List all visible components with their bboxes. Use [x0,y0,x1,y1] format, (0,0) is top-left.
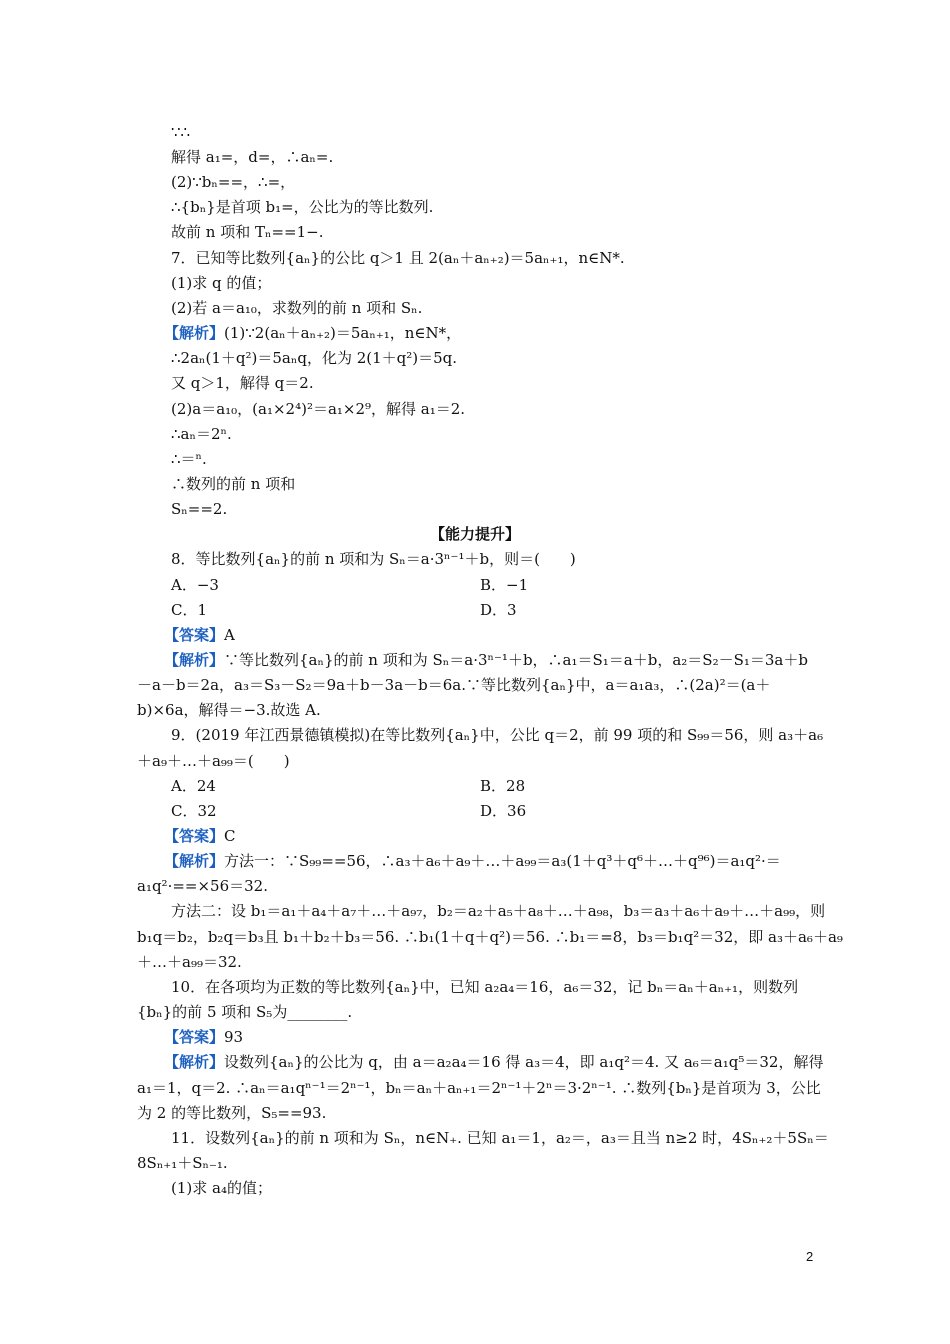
page-number: 2 [806,1249,814,1264]
option-c: C．1 [171,601,208,619]
analysis-tag: 【解析】 [164,1053,225,1071]
text-line: 解得 a₁=，d=，∴aₙ=. [171,148,334,166]
text-line: ∴2aₙ(1＋q²)＝5aₙq，化为 2(1＋q²)＝5q. [171,349,458,367]
answer-10: 【答案】93 [164,1028,244,1046]
text-line: 8Sₙ₊₁＋Sₙ₋₁. [137,1154,228,1172]
text-line: ∴{bₙ}是首项 b₁=，公比为的等比数列. [171,198,434,216]
analysis-tag: 【解析】 [164,324,225,342]
answer-9: 【答案】C [164,827,236,845]
solution-9-line: 【解析】方法一：∵S₉₉==56，∴a₃＋a₆＋a₉＋…＋a₉₉＝a₃(1＋q³＋q⁶＋…＋q⁹⁶)＝a₁q²·＝ [164,852,781,870]
option-a: A．−3 [171,576,219,594]
answer-tag: 【答案】 [164,1028,225,1046]
text-line: ＋a₉＋…＋a₉₉＝( ) [137,752,290,770]
question-9: 9．(2019 年江西景德镇模拟)在等比数列{aₙ}中，公比 q＝2，前 99 项的和 S₉₉＝56，则 a₃＋a₆ [171,726,824,744]
text-line: 为 2 的等比数列，S₅==93. [137,1104,327,1122]
analysis-tag: 【解析】 [164,852,225,870]
text-line: 又 q＞1，解得 q＝2. [171,374,314,392]
text-line: a₁＝1，q＝2. ∴aₙ＝a₁qⁿ⁻¹＝2ⁿ⁻¹，bₙ＝aₙ＋aₙ₊₁＝2ⁿ⁻¹＋2ⁿ＝3·2ⁿ⁻¹. ∴数列{bₙ}是首项为 3，公比 [137,1079,821,1097]
text-line: ＋…＋a₉₉＝32. [137,953,242,971]
text-line: ∴数列的前 n 项和 [171,475,296,493]
answer-8: 【答案】A [164,626,235,644]
option-b: B．−1 [480,576,529,594]
question-7: 7．已知等比数列{aₙ}的公比 q＞1 且 2(aₙ＋aₙ₊₂)＝5aₙ₊₁，n∈N*. [171,249,625,267]
question-11: 11．设数列{aₙ}的前 n 项和为 Sₙ，n∈N₊. 已知 a₁＝1，a₂＝，a₃＝且当 n≥2 时，4Sₙ₊₂＋5Sₙ＝ [171,1129,829,1147]
option-d: D．3 [480,601,517,619]
text-line: (2)a＝a₁₀，(a₁×2⁴)²＝a₁×2⁹，解得 a₁＝2. [171,400,466,418]
answer-tag: 【答案】 [164,626,225,644]
question-7-part-1: (1)求 q 的值； [171,274,272,292]
text-line: {bₙ}的前 5 项和 S₅为________. [137,1003,353,1021]
question-8: 8．等比数列{aₙ}的前 n 项和为 Sₙ＝a·3ⁿ⁻¹＋b，则＝( ) [171,550,576,568]
analysis-tag: 【解析】 [164,651,225,669]
question-11-part-1: (1)求 a₄的值； [171,1179,272,1197]
text-line: b)×6a，解得＝−3.故选 A. [137,701,321,719]
text-line: a₁q²·==×56＝32. [137,877,268,895]
question-7-part-2: (2)若 a＝a₁₀，求数列的前 n 项和 Sₙ. [171,299,423,317]
section-heading: 【能力提升】 [429,525,520,543]
option-a: A．24 [171,777,216,795]
text-line: ∴＝ⁿ. [171,450,207,468]
answer-tag: 【答案】 [164,827,225,845]
option-c: C．32 [171,802,217,820]
text-line: －a－b＝2a，a₃＝S₃－S₂＝9a＋b－3a－b＝6a.∵等比数列{aₙ}中，a＝a₁a₃，∴(2a)²＝(a＋ [137,676,771,694]
solution-7-line: 【解析】(1)∵2(aₙ＋aₙ₊₂)＝5aₙ₊₁，n∈N*， [164,324,462,342]
text-line: 故前 n 项和 Tₙ==1−. [171,223,324,241]
solution-10-line: 【解析】设数列{aₙ}的公比为 q，由 a＝a₂a₄＝16 得 a₃＝4，即 a₁q²＝4. 又 a₆＝a₁q⁵＝32，解得 [164,1053,824,1071]
option-d: D．36 [480,802,527,820]
text-line: (2)∵bₙ==，∴=， [171,173,296,191]
text-line: 方法二：设 b₁＝a₁＋a₄＋a₇＋…＋a₉₇，b₂＝a₂＋a₅＋a₈＋…＋a₉₈，b₃＝a₃＋a₆＋a₉＋…＋a₉₉，则 [171,902,826,920]
option-b: B．28 [480,777,526,795]
text-line: Sₙ==2. [171,500,228,518]
text-line: ∵∴ [171,123,191,141]
text-line: ∴aₙ＝2ⁿ. [171,425,232,443]
solution-8-line: 【解析】∵等比数列{aₙ}的前 n 项和为 Sₙ＝a·3ⁿ⁻¹＋b，∴a₁＝S₁＝a＋b，a₂＝S₂－S₁＝3a＋b [164,651,808,669]
text-line: b₁q＝b₂，b₂q＝b₃且 b₁＋b₂＋b₃＝56. ∴b₁(1＋q＋q²)＝56. ∴b₁＝=8，b₃＝b₁q²＝32，即 a₃＋a₆＋a₉ [137,928,843,946]
question-10: 10．在各项均为正数的等比数列{aₙ}中，已知 a₂a₄＝16，a₆＝32，记 bₙ＝aₙ＋aₙ₊₁，则数列 [171,978,799,996]
